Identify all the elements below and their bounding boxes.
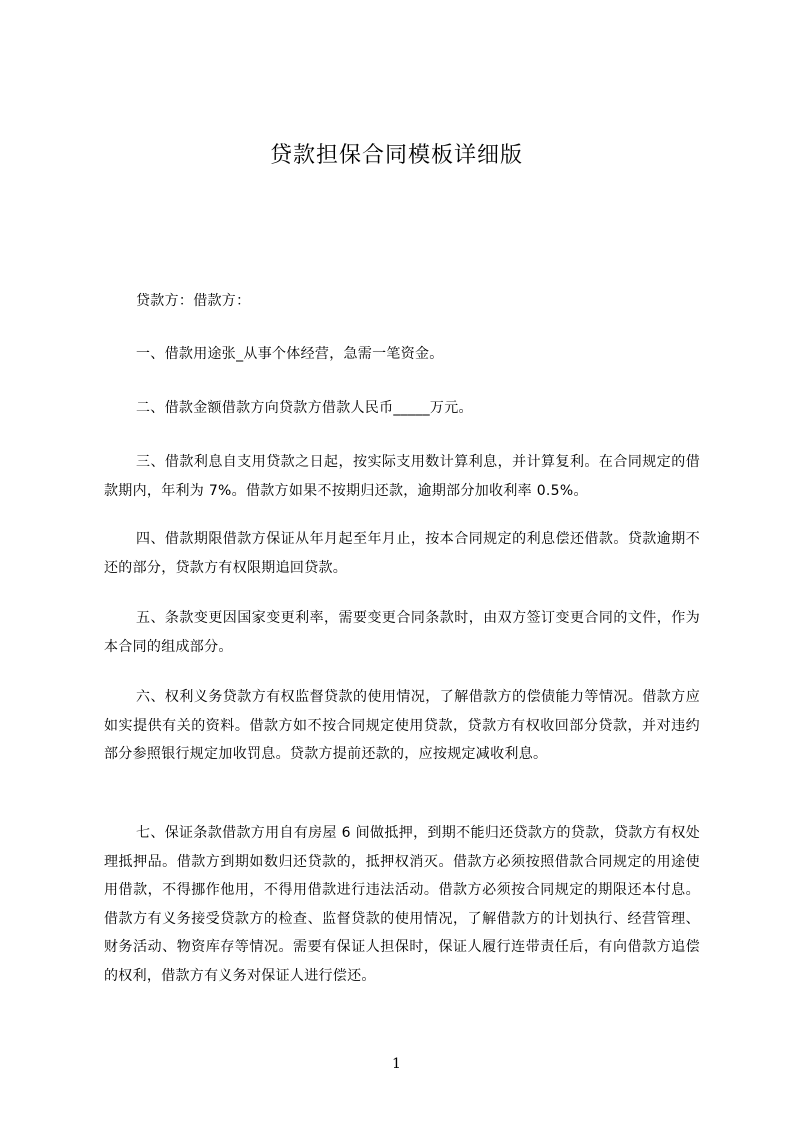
clause-2-amount: 二、借款金额借款方向贷款方借款人民币_____万元。	[136, 400, 473, 416]
clause-4-term: 四、借款期限借款方保证从年月起至年月止，按本合同规定的利息偿还借款。贷款逾期不还的部分，贷款方有权限期追回贷款。	[104, 531, 700, 576]
clause-6-rights: 六、权利义务贷款方有权监督贷款的使用情况，了解借款方的偿债能力等情况。借款方应如实提供有关的资料。借款方如不按合同规定使用贷款，贷款方有权收回部分贷款，并对违约部分参照银行规定加收罚息。贷款方提前还款的，应按规定减收利息。	[104, 689, 700, 762]
clause-5-changes: 五、条款变更因国家变更利率，需要变更合同条款时，由双方签订变更合同的文件，作为本合同的组成部分。	[104, 610, 700, 655]
page-number: 1	[392, 1056, 401, 1072]
clause-7-guarantee: 七、保证条款借款方用自有房屋 6 间做抵押，到期不能归还贷款方的贷款，贷款方有权处理抵押品。借款方到期如数归还贷款的，抵押权消灭。借款方必须按照借款合同规定的用途使用借款，不得挪作他用，不得用借款进行违法活动。借款方必须按合同规定的期限还本付息。借款方有义务接受贷款方的检查、监督贷款的使用情况，了解借款方的计划执行、经营管理、财务活动、物资库存等情况。需要有保证人担保时，保证人履行连带责任后，有向借款方追偿的权利，借款方有义务对保证人进行偿还。	[104, 825, 700, 984]
clause-1-purpose: 一、借款用途张_从事个体经营，急需一笔资金。	[136, 346, 444, 362]
clause-3-interest: 三、借款利息自支用贷款之日起，按实际支用数计算利息，并计算复利。在合同规定的借款期内，年利为 7%。借款方如果不按期归还款，逾期部分加收利率 0.5%。	[104, 454, 700, 499]
parties-line: 贷款方：借款方：	[136, 293, 251, 309]
document-title: 贷款担保合同模板详细版	[269, 143, 523, 168]
